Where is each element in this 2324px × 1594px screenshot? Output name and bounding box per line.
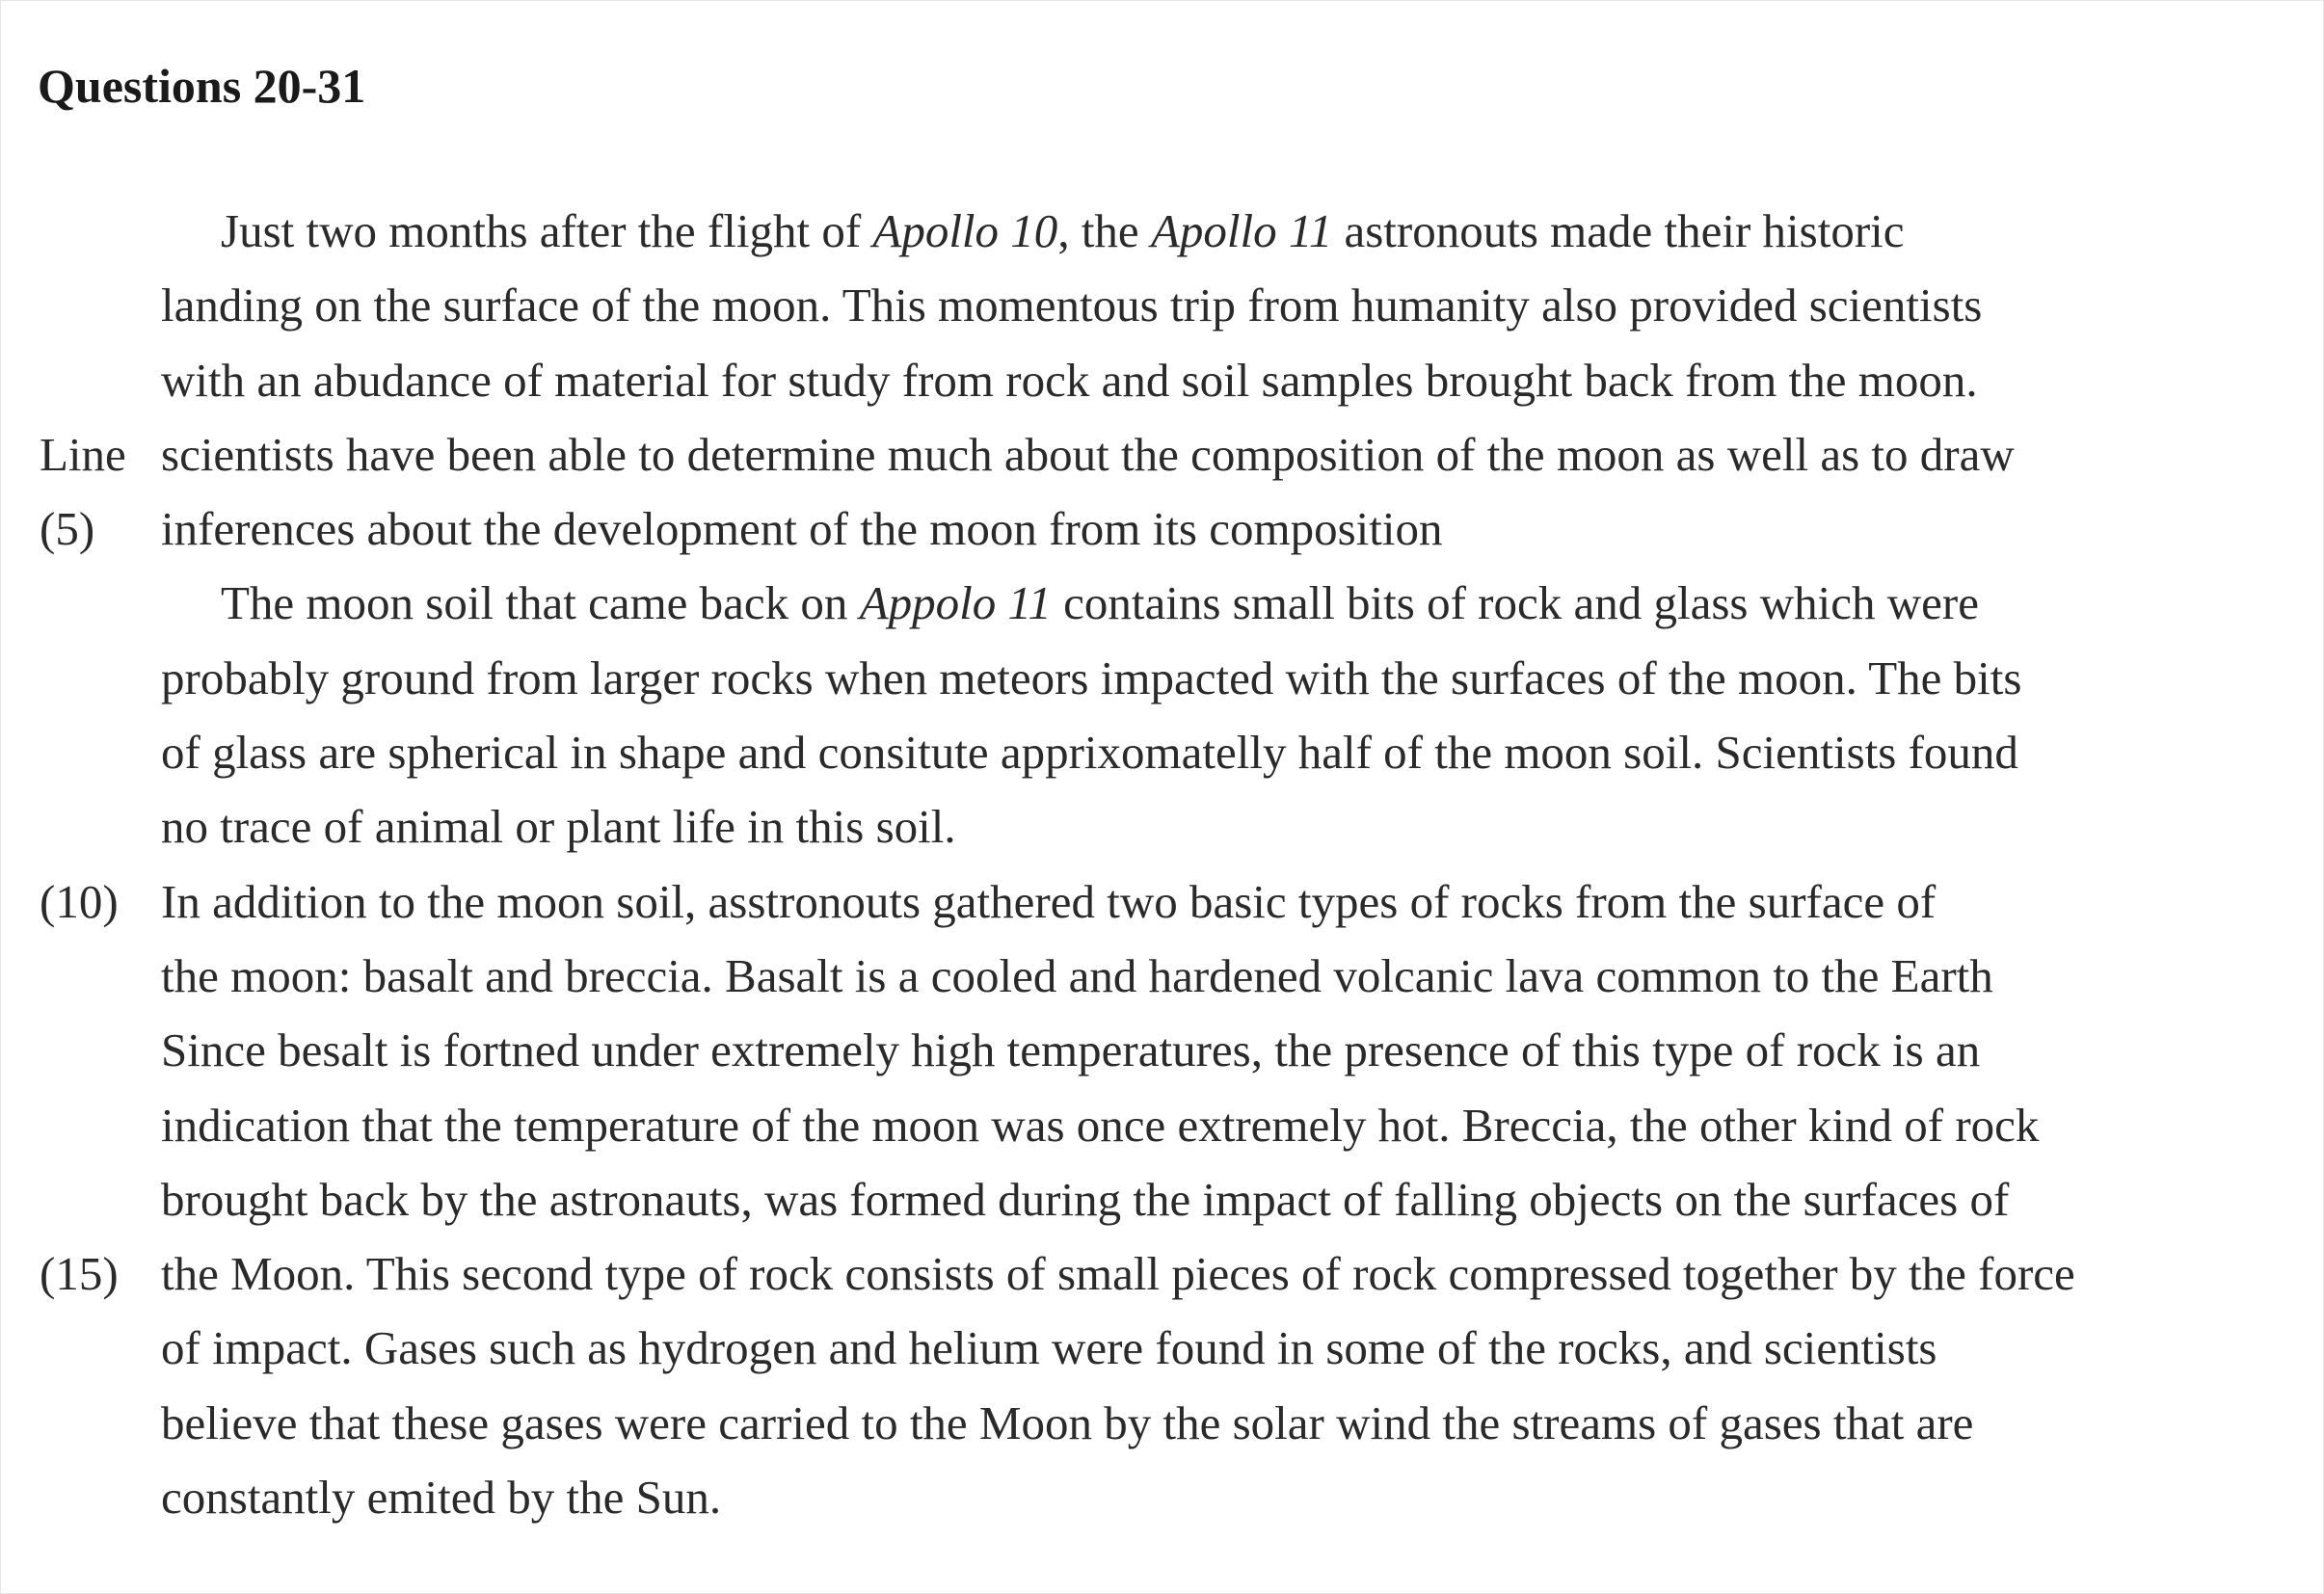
passage-line-text [161,343,1978,417]
line-number-label: (5) [40,502,95,556]
passage-line [1,194,2324,268]
text-segment: of glass are spherical in shape and consitute apprixomatelly half of the moon soil. Scientists found [161,726,2018,780]
passage-line-text [161,864,1936,939]
passage-line-text [161,1013,1980,1087]
passage-line-text [161,1088,2039,1162]
passage-line [1,1236,2324,1311]
text-segment: Just two months after the flight of [221,204,873,257]
italic-title: Apollo 10 [872,204,1058,257]
passage-line-text [161,268,1982,342]
passage-line [1,268,2324,342]
text-segment: contains small bits of rock and glass which were [1051,576,1979,630]
passage-line [1,343,2324,417]
text-segment: In addition to the moon soil, asstronouts gathered two basic types of rocks from the surface of [161,874,1937,928]
passage-line-text [161,1162,2009,1236]
passage-line-text [161,789,956,863]
passage-line-text [161,1311,1937,1385]
passage-line [1,417,2324,491]
italic-title: Appolo 11 [859,576,1052,630]
questions-heading: Questions 20-31 [38,59,366,113]
passage-line [1,1013,2324,1087]
passage-line [1,641,2324,715]
passage-line-text [161,1236,2075,1311]
passage-line-text [161,715,2018,789]
passage-line [1,939,2324,1013]
text-segment: with an abudance of material for study from rock and soil samples brought back from the moon. [161,353,1978,407]
line-number-label: Line [40,427,126,481]
text-segment: believe that these gases were carried to the Moon by the solar wind the streams of gases that are [161,1395,1974,1449]
passage-line-text [161,939,1993,1013]
text-segment: astronouts made their historic [1332,204,1905,257]
passage-line-text [221,566,1979,640]
text-segment: brought back by the astronauts, was formed during the impact of falling objects on the surfaces of [161,1172,2010,1226]
passage-line-text [161,1386,1973,1460]
text-segment: the moon: basalt and breccia. Basalt is a cooled and hardened volcanic lava common to the Earth [161,948,1993,1002]
passage-line-text [161,1460,721,1534]
passage-line [1,864,2324,939]
text-segment: The moon soil that came back on [221,576,860,630]
passage-line [1,566,2324,640]
passage-line [1,1460,2324,1534]
line-number-label: (10) [40,874,119,928]
text-segment: , the [1057,204,1151,257]
text-segment: scientists have been able to determine much about the composition of the moon as well as to draw [161,427,2015,481]
passage-line-text [161,417,2015,491]
passage-line [1,1088,2324,1162]
reading-passage [1,194,2324,1534]
line-number-label: (15) [40,1247,119,1301]
passage-line [1,1311,2324,1385]
italic-title: Apollo 11 [1150,204,1333,257]
passage-line [1,715,2324,789]
passage-line [1,1162,2324,1236]
passage-line [1,789,2324,863]
text-segment: inferences about the development of the moon from its composition [161,502,1443,556]
text-segment: landing on the surface of the moon. This momentous trip from humanity also provided scientists [161,279,1983,332]
text-segment: probably ground from larger rocks when meteors impacted with the surfaces of the moon. The bits [161,651,2022,704]
passage-line [1,491,2324,566]
text-segment: indication that the temperature of the moon was once extremely hot. Breccia, the other kind of rock [161,1098,2040,1152]
passage-line [1,1386,2324,1460]
passage-line-text [221,194,1905,268]
text-segment: Since besalt is fortned under extremely high temperatures, the presence of this type of rock is an [161,1023,1981,1077]
passage-line-text [161,641,2021,715]
text-segment: constantly emited by the Sun. [161,1471,722,1525]
text-segment: of impact. Gases such as hydrogen and helium were found in some of the rocks, and scientists [161,1321,1937,1375]
passage-line-text [161,491,1442,566]
text-segment: the Moon. This second type of rock consists of small pieces of rock compressed together by the force [161,1247,2075,1301]
text-segment: no trace of animal or plant life in this soil. [161,800,956,854]
